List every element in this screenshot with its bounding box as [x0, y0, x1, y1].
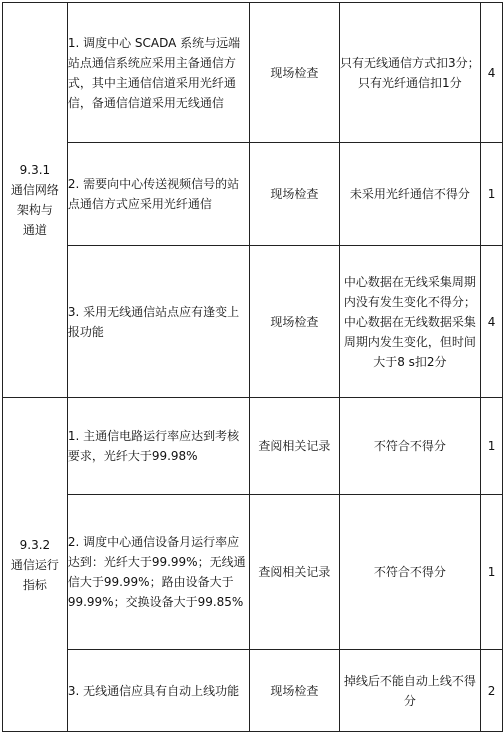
requirement-cell: 1. 调度中心 SCADA 系统与远端站点通信系统应采用主备通信方式，其中主通信信道采用光纤通信，备通信信道采用无线通信 [67, 3, 249, 143]
section-name-line: 指标 [22, 577, 47, 592]
method-cell: 现场检查 [250, 246, 340, 398]
method-cell: 现场检查 [250, 143, 340, 246]
requirement-cell: 2. 需要向中心传送视频信号的站点通信方式应采用光纤通信 [67, 143, 249, 246]
table-row [3, 143, 503, 246]
evaluation-table [2, 2, 503, 732]
criteria-cell: 不符合不得分 [339, 495, 480, 650]
criteria-cell: 掉线后不能自动上线不得分 [339, 650, 480, 732]
score-cell: 4 [481, 246, 503, 398]
table-row [3, 650, 503, 732]
table-row [3, 246, 503, 398]
section-name-line: 架构与 [16, 203, 53, 217]
criteria-cell: 只有无线通信方式扣3分；只有光纤通信扣1分 [339, 3, 480, 143]
table-row [3, 495, 503, 650]
criteria-cell: 中心数据在无线采集周期内没有发生变化不得分；中心数据在无线数据采集周期内发生变化，但时间大于8 s扣2分 [339, 246, 480, 398]
score-cell: 2 [481, 650, 503, 732]
requirement-cell: 2. 调度中心通信设备月运行率应达到：光纤大于99.99%；无线通信大于99.99%；路由设备大于99.99%；交换设备大于99.85% [67, 495, 249, 650]
section-id: 9.3.2 [19, 537, 51, 552]
criteria-cell: 不符合不得分 [339, 398, 480, 495]
criteria-cell: 未采用光纤通信不得分 [339, 143, 480, 246]
table-row [3, 398, 503, 495]
method-cell: 查阅相关记录 [250, 495, 340, 650]
section-id: 9.3.1 [19, 163, 51, 177]
section-name-line: 通信网络 [10, 183, 59, 197]
method-cell: 现场检查 [250, 3, 340, 143]
score-cell: 1 [481, 143, 503, 246]
score-cell: 1 [481, 495, 503, 650]
requirement-cell: 3. 无线通信应具有自动上线功能 [67, 650, 249, 732]
section-cell [3, 398, 68, 732]
method-cell: 现场检查 [250, 650, 340, 732]
section-name-line: 通道 [22, 223, 47, 237]
section-name-line: 通信运行 [10, 557, 59, 572]
section-cell [3, 3, 68, 398]
score-cell: 4 [481, 3, 503, 143]
table-row [3, 3, 503, 143]
requirement-cell: 3. 采用无线通信站点应有逢变上报功能 [67, 246, 249, 398]
method-cell: 查阅相关记录 [250, 398, 340, 495]
requirement-cell: 1. 主通信电路运行率应达到考核要求，光纤大于99.98% [67, 398, 249, 495]
score-cell: 1 [481, 398, 503, 495]
